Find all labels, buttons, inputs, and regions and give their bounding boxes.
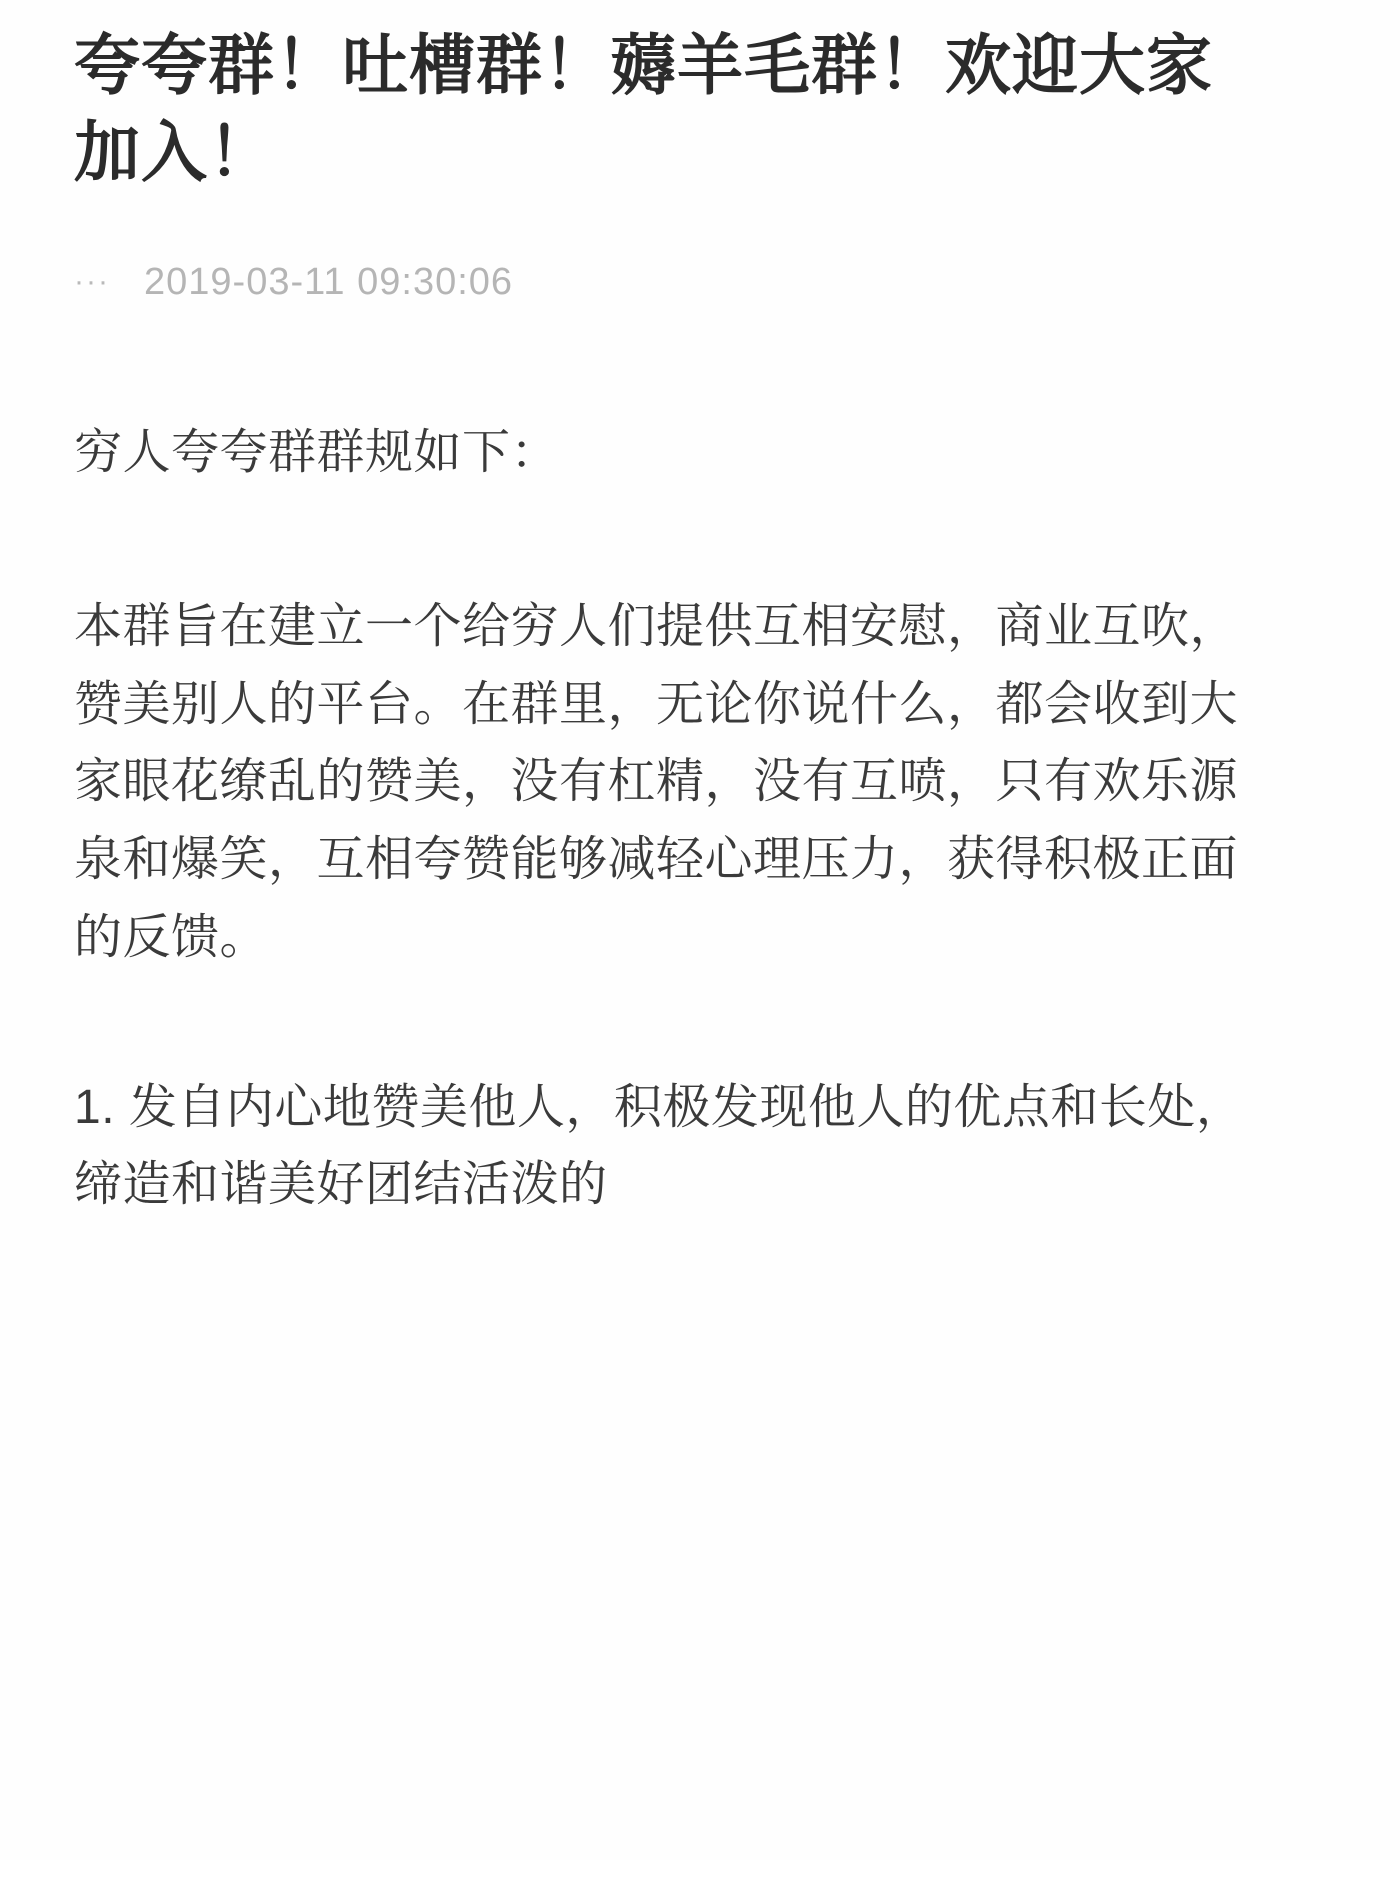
page-title: 夸夸群！吐槽群！薅羊毛群！欢迎大家加入！ <box>74 28 1213 190</box>
article-paragraph-intro: 穷人夸夸群群规如下： <box>74 426 560 480</box>
article-paragraph-purpose: 本群旨在建立一个给穷人们提供互相安慰，商业互吹，赞美别人的平台。在群里，无论你说什么，都会收到大家眼花缭乱的赞美，没有杠精，没有互喷，只有欢乐源泉和爆笑，互相夸赞能够减轻心理压力，获得积极正面的反馈。 <box>74 599 1239 964</box>
article-paragraph-rule-1: 1. 发自内心地赞美他人，积极发现他人的优点和长处，缔造和谐美好团结活泼的 <box>74 1080 1245 1212</box>
author-name: ··· <box>74 265 110 299</box>
article-content <box>74 0 1314 1272</box>
article-meta <box>74 258 1314 306</box>
publish-timestamp: 2019-03-11 09:30:06 <box>144 261 514 304</box>
page-bottom-clip <box>0 1860 1400 1900</box>
